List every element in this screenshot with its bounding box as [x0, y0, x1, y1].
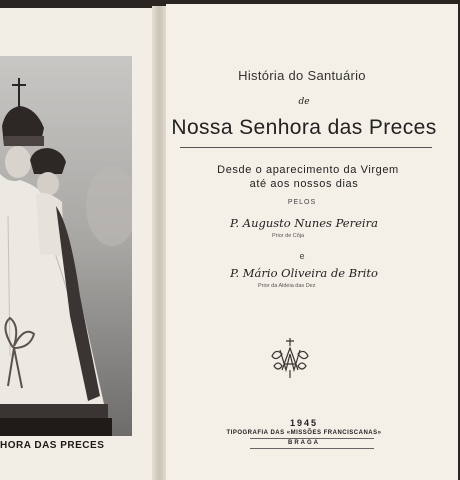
photo-caption: HORA DAS PRECES — [0, 440, 105, 451]
author-1: P. Augusto Nunes Pereira — [230, 216, 378, 230]
author-1-role: Prior de Côja — [272, 233, 305, 239]
madonna-statue-photo — [0, 56, 132, 436]
author-2: P. Mário Oliveira de Brito — [230, 266, 378, 280]
connector-de: de — [298, 97, 310, 107]
publisher-rule-bottom — [250, 448, 374, 449]
marian-monogram-icon — [268, 336, 312, 380]
left-page — [0, 8, 158, 480]
publication-year: 1945 — [289, 418, 319, 428]
publisher: TIPOGRAFIA DAS «MISSÕES FRANCISCANAS» — [226, 430, 382, 436]
publication-city: BRAGA — [288, 440, 320, 446]
author-2-role: Prior da Aldeia das Dez — [258, 283, 316, 289]
publisher-rule-top — [250, 438, 374, 439]
subtitle-line-2: até aos nossos dias — [249, 178, 359, 190]
history-heading: História do Santuário — [238, 68, 366, 83]
by-label: PELOS — [287, 199, 317, 206]
statue-illustration — [0, 56, 132, 436]
conjunction: e — [299, 251, 305, 261]
title-page — [166, 4, 458, 480]
title-rule — [180, 147, 432, 148]
main-title: Nossa Senhora das Preces — [171, 116, 437, 139]
subtitle-line-1: Desde o aparecimento da Virgem — [217, 164, 399, 176]
